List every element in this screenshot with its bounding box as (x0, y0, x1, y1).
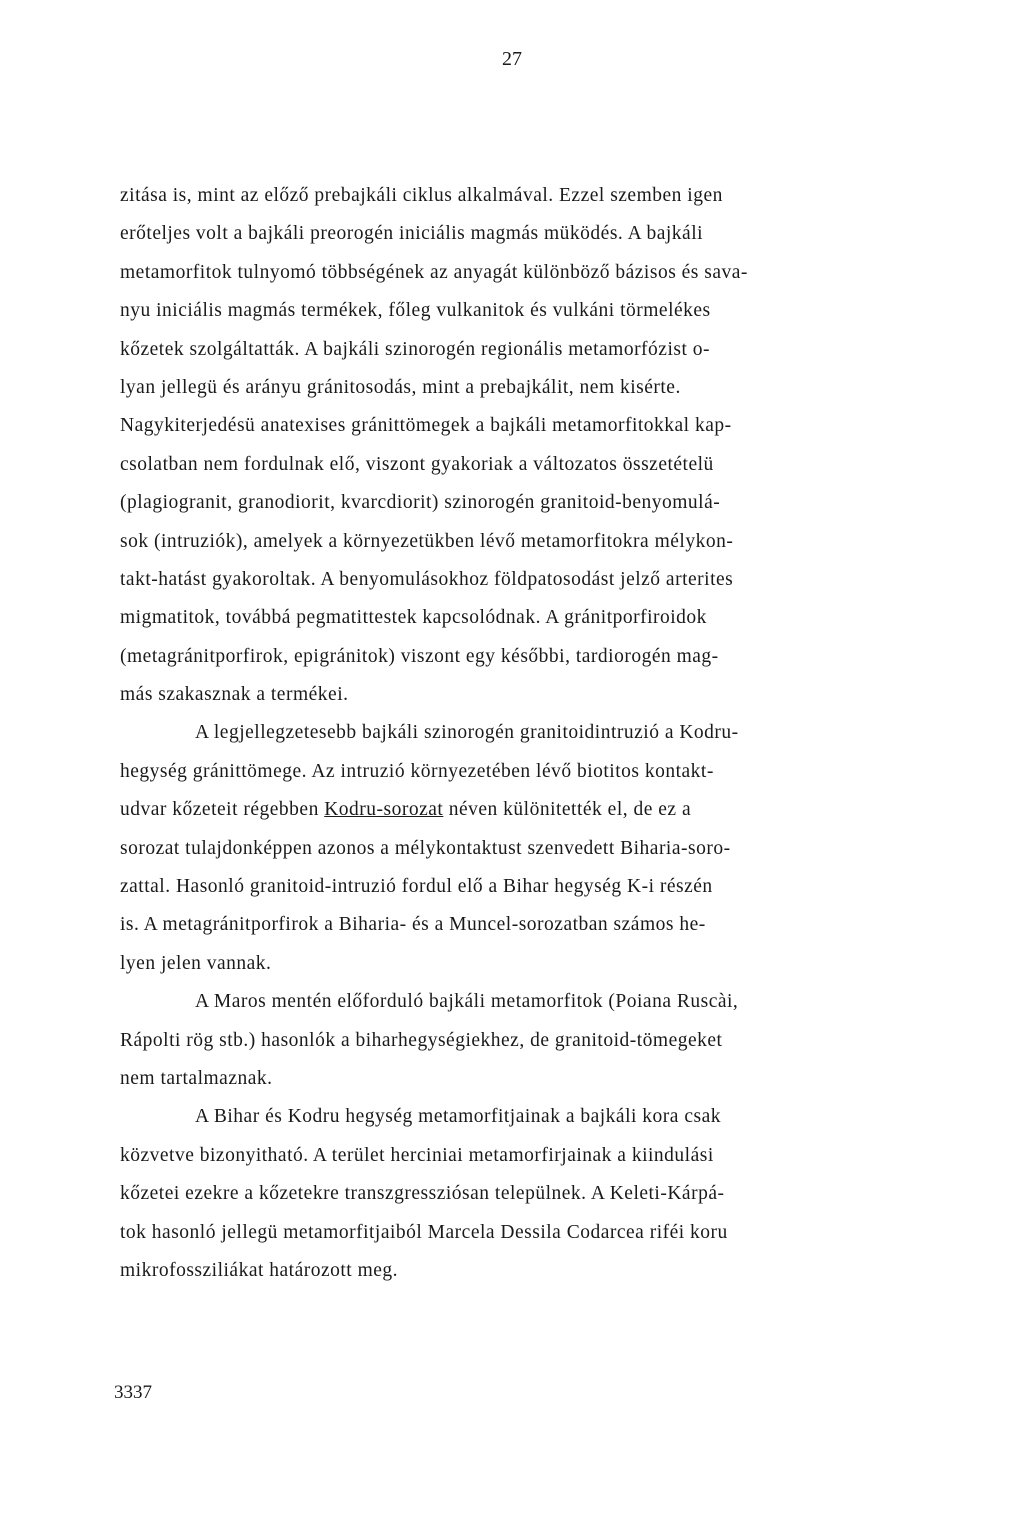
text-line: lyen jelen vannak. (120, 952, 272, 974)
text-line: A Maros mentén előforduló bajkáli metamorfitok (Poiana Ruscài, (195, 991, 739, 1013)
text-line: csolatban nem fordulnak elő, viszont gyakoriak a változatos összetételü (120, 453, 714, 475)
text-line (120, 791, 900, 829)
text-line: Rápolti rög stb.) hasonlók a biharhegységiekhez, de granitoid-tömegeket (120, 1029, 723, 1051)
text-line: kőzetei ezekre a kőzetekre transzgressziósan települnek. A Keleti-Kárpá- (120, 1183, 725, 1205)
text-segment: udvar kőzeteit régebben (120, 799, 325, 821)
text-line: nyu iniciális magmás termékek, főleg vulkanitok és vulkáni törmelékes (120, 300, 711, 322)
text-line: migmatitok, továbbá pegmatittestek kapcsolódnak. A gránitporfiroidok (120, 607, 707, 629)
text-line: erőteljes volt a bajkáli preorogén iniciális magmás müködés. A bajkáli (120, 223, 704, 245)
text-line: Nagykiterjedésü anatexises gránittömegek a bajkáli metamorfitokkal kap- (120, 415, 732, 437)
text-line: (plagiogranit, granodiorit, kvarcdiorit) szinorogén granitoid-benyomulá- (120, 492, 721, 514)
text-line: zitása is, mint az előző prebajkáli ciklus alkalmával. Ezzel szemben igen (120, 185, 723, 206)
footer-code: 3337 (114, 1382, 152, 1403)
text-line: zattal. Hasonló granitoid-intruzió fordul elő a Bihar hegység K-i részén (120, 876, 713, 898)
text-line: más szakasznak a termékei. (120, 684, 349, 706)
text-line: tok hasonló jellegü metamorfitjaiból Marcela Dessila Codarcea riféi koru (120, 1221, 728, 1243)
text-line: is. A metagránitporfirok a Biharia- és a Muncel-sorozatban számos he- (120, 914, 706, 936)
text-line: lyan jellegü és arányu gránitosodás, mint a prebajkálit, nem kisérte. (120, 376, 681, 398)
text-line: hegység gránittömege. Az intruzió környezetében lévő biotitos kontakt- (120, 760, 714, 782)
text-line: A Bihar és Kodru hegység metamorfitjainak a bajkáli kora csak (195, 1106, 721, 1128)
text-line: sorozat tulajdonképpen azonos a mélykontaktust szenvedett Biharia-soro- (120, 837, 731, 859)
text-line: közvetve bizonyitható. A terület herciniai metamorfirjainak a kiindulási (120, 1144, 714, 1166)
text-line: mikrofossziliákat határozott meg. (120, 1259, 399, 1281)
page-number: 27 (502, 48, 522, 70)
text-line: sok (intruziók), amelyek a környezetükben lévő metamorfitokra mélykon- (120, 530, 734, 552)
text-line: (metagránitporfirok, epigránitok) viszont egy későbbi, tardiorogén mag- (120, 645, 719, 667)
text-line: A legjellegzetesebb bajkáli szinorogén granitoidintruzió a Kodru- (195, 722, 739, 744)
text-line: nem tartalmaznak. (120, 1067, 273, 1089)
text-line: takt-hatást gyakoroltak. A benyomulásokhoz földpatosodást jelző arterites (120, 568, 734, 590)
text-segment: néven különitették el, de ez a (443, 799, 692, 821)
kodru-sorozat-underlined: Kodru-sorozat (324, 799, 444, 821)
text-line: kőzetek szolgáltatták. A bajkáli szinorogén regionális metamorfózist o- (120, 338, 711, 360)
body-text (120, 177, 900, 1290)
text-line: metamorfitok tulnyomó többségének az anyagát különböző bázisos és sava- (120, 261, 748, 283)
